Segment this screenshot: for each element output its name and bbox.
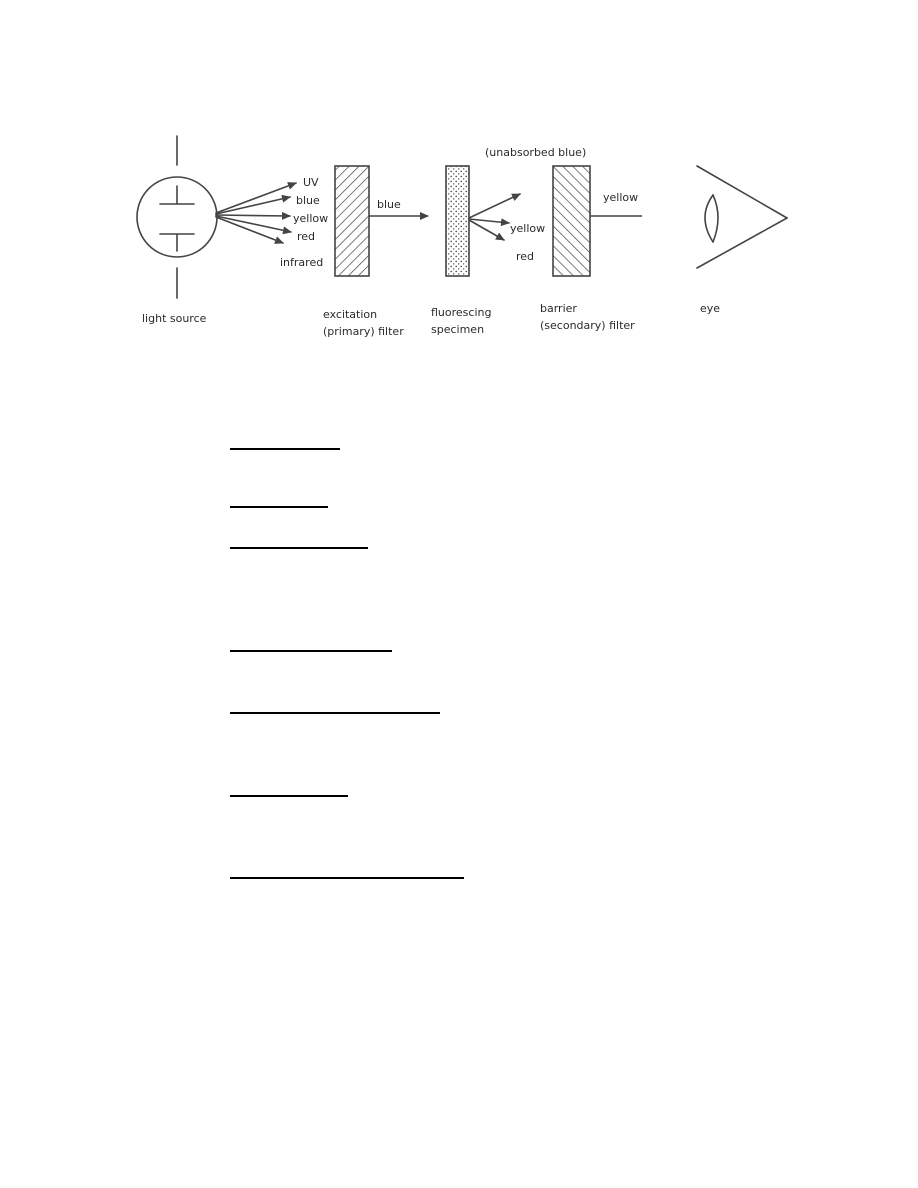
ray-label-yellow: yellow (293, 212, 329, 225)
specimen-label-1: fluorescing (431, 306, 492, 319)
excitation-output-label: blue (377, 198, 401, 211)
blank-heading-rule (230, 712, 440, 714)
ray-label-red: red (297, 230, 316, 243)
barrier-output-label: yellow (603, 191, 639, 204)
ray-label-uv: UV (303, 176, 319, 189)
excitation-filter-label-2: (primary) filter (323, 325, 404, 338)
blank-heading-rule (230, 506, 328, 508)
specimen-label-2: specimen (431, 323, 485, 336)
barrier-filter-label-1: barrier (540, 302, 577, 315)
blank-heading-rule (230, 795, 348, 797)
blank-heading-rule (230, 547, 368, 549)
specimen-yellow-label: yellow (510, 222, 546, 235)
light-source (137, 136, 217, 298)
ray-label-blue: blue (296, 194, 320, 207)
light-source-label: light source (142, 312, 207, 325)
emitted-rays (216, 183, 296, 243)
excitation-filter-label-1: excitation (323, 308, 378, 321)
blank-heading-rule (230, 650, 392, 652)
ray-label-infrared: infrared (280, 256, 324, 269)
unabsorbed-blue-label: (unabsorbed blue) (485, 146, 587, 159)
fluorescence-microscope-diagram (0, 0, 918, 380)
blank-heading-rule (230, 448, 340, 450)
blank-heading-rule (230, 877, 464, 879)
barrier-filter (553, 166, 590, 276)
excitation-filter (335, 166, 369, 276)
barrier-filter-label-2: (secondary) filter (540, 319, 635, 332)
specimen-red-label: red (516, 250, 535, 263)
eye (697, 166, 787, 268)
fluorescing-specimen (446, 166, 469, 276)
eye-label: eye (700, 302, 721, 315)
